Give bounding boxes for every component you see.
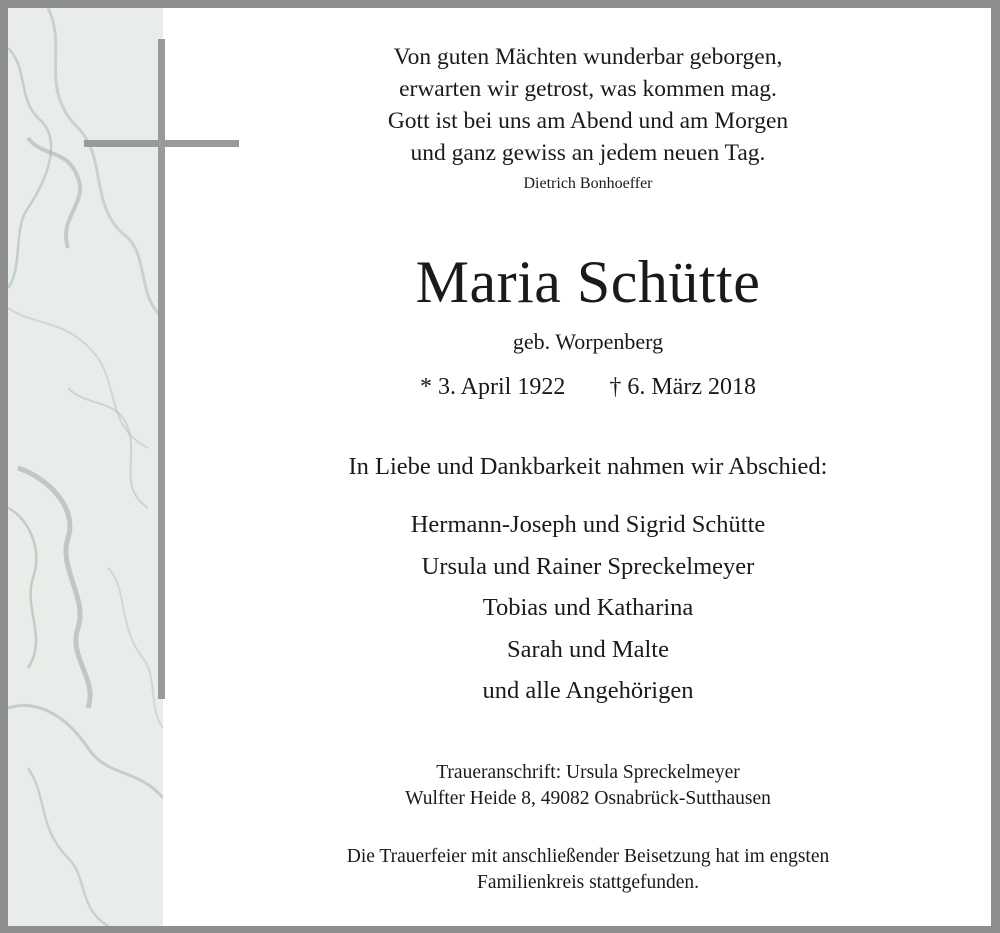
address-line: Wulfter Heide 8, 49082 Osnabrück-Sutthausen <box>405 788 771 809</box>
ceremony-line: Die Trauerfeier mit anschließender Beisetzung hat im engsten <box>346 846 830 867</box>
life-dates <box>198 372 978 402</box>
farewell-statement: In Liebe und Dankbarkeit nahmen wir Abschied: <box>348 453 828 480</box>
address-line: Traueranschrift: Ursula Spreckelmeyer <box>436 762 740 783</box>
quote-author: Dietrich Bonhoeffer <box>523 175 653 192</box>
bonhoeffer-quote <box>198 41 978 169</box>
mourner-entry: Hermann-Joseph und Sigrid Schütte <box>410 511 766 538</box>
mourner-entry: Tobias und Katharina <box>482 594 694 621</box>
mourners-list <box>198 504 978 712</box>
ceremony-line: Familienkreis stattgefunden. <box>476 872 700 893</box>
quote-line: erwarten wir getrost, was kommen mag. <box>399 76 777 102</box>
mourner-entry: Ursula und Rainer Spreckelmeyer <box>421 552 755 580</box>
cross-vertical-beam <box>158 39 165 699</box>
quote-line: und ganz gewiss an jedem neuen Tag. <box>410 140 766 166</box>
mourning-address <box>198 760 978 812</box>
birth-date: * 3. April 1922 <box>420 374 566 400</box>
deceased-name: Maria Schütte <box>415 249 761 315</box>
ceremony-note <box>198 844 978 896</box>
death-date: † 6. März 2018 <box>609 374 756 400</box>
mourner-entry: und alle Angehörigen <box>482 677 694 704</box>
maiden-name: geb. Worpenberg <box>512 329 664 354</box>
quote-line: Von guten Mächten wunderbar geborgen, <box>393 44 783 70</box>
quote-line: Gott ist bei uns am Abend und am Morgen <box>387 108 789 134</box>
mourner-entry: Sarah und Malte <box>507 635 669 663</box>
